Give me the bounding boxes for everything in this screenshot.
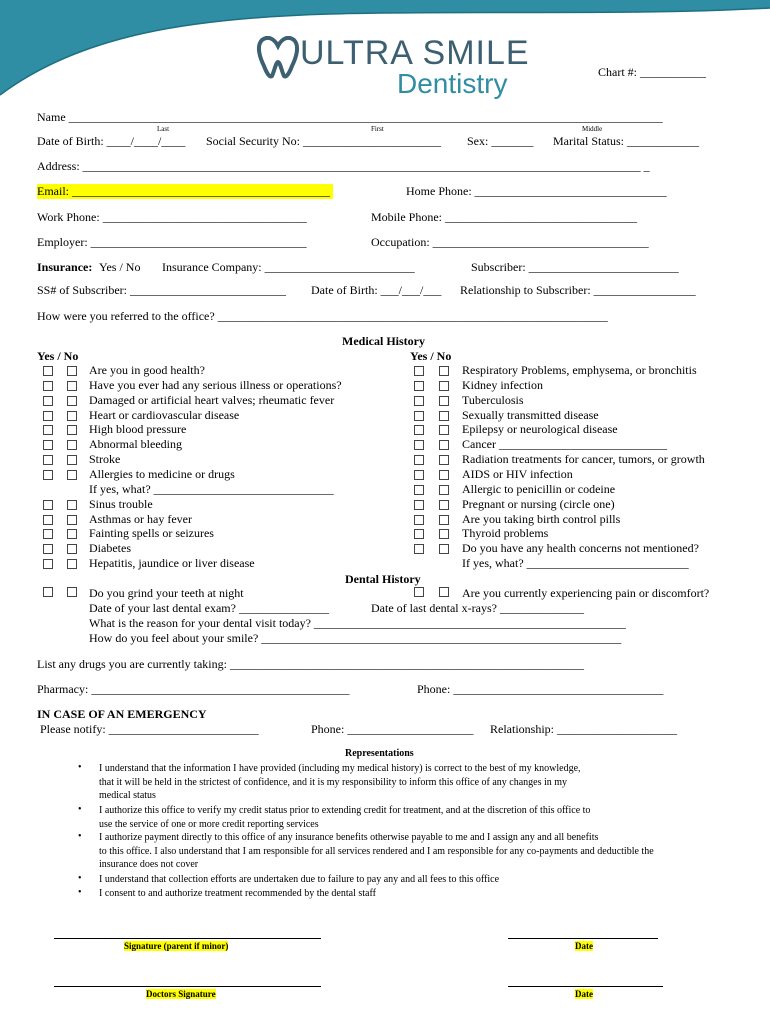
medical-left-yes-checkbox[interactable]	[43, 396, 53, 406]
logo-title: ULTRA SMILE	[300, 34, 530, 72]
medical-right-yes-checkbox[interactable]	[414, 411, 424, 421]
email-field[interactable]: Email: ___________________________________________	[37, 184, 333, 199]
representation-bullet: •	[78, 762, 82, 773]
doctor-signature-label: Doctors Signature	[146, 989, 216, 999]
medical-right-item-label: Epilepsy or neurological disease	[462, 422, 618, 437]
medical-right-item-label: Do you have any health concerns not mentioned?	[462, 541, 699, 556]
medical-right-item-label: Radiation treatments for cancer, tumors, or growth	[462, 452, 705, 467]
first-sublabel: First	[371, 125, 384, 133]
medical-left-yes-checkbox[interactable]	[43, 366, 53, 376]
medical-right-no-checkbox[interactable]	[439, 529, 449, 539]
medical-right-item-label: Respiratory Problems, emphysema, or bronchitis	[462, 363, 697, 377]
last-sublabel: Last	[157, 125, 170, 133]
work-phone-field[interactable]: Work Phone: __________________________________	[37, 210, 307, 224]
medical-left-yes-checkbox[interactable]	[43, 455, 53, 465]
visit-reason-field[interactable]: What is the reason for your dental visit today? ____________________________________________________	[89, 616, 626, 630]
representation-text: I consent to and authorize treatment recommended by the dental staff	[99, 888, 376, 899]
name-field[interactable]: Name ___________________________________________________________________________________________________	[37, 110, 663, 124]
medical-right-no-checkbox[interactable]	[439, 366, 449, 376]
medical-right-no-checkbox[interactable]	[439, 440, 449, 450]
representation-text: medical status	[99, 790, 156, 801]
date2-line[interactable]	[508, 986, 663, 987]
doctor-signature-line[interactable]	[54, 986, 321, 987]
representation-text: I understand that collection efforts are undertaken due to failure to pay any and all fees to this office	[99, 874, 500, 885]
medical-right-yes-checkbox[interactable]	[414, 396, 424, 406]
medical-right-yes-checkbox[interactable]	[414, 515, 424, 525]
grind-question: Do you grind your teeth at night	[89, 586, 244, 600]
middle-sublabel: Middle	[582, 125, 603, 133]
dob-field[interactable]: Date of Birth: ____/____/____	[37, 134, 186, 148]
relationship-subscriber-field[interactable]: Relationship to Subscriber: _________________	[460, 283, 696, 297]
medical-left-no-checkbox[interactable]	[67, 425, 77, 435]
representation-text: I understand that the information I have provided (including my medical history) is correct to the best of my knowledge,	[99, 763, 581, 774]
logo-subtitle: Dentistry	[397, 68, 508, 99]
last-exam-field[interactable]: Date of your last dental exam? _______________	[89, 601, 329, 615]
medical-left-yes-checkbox[interactable]	[43, 440, 53, 450]
yes-no-header-right: Yes / No	[410, 349, 452, 363]
medical-left-no-checkbox[interactable]	[67, 381, 77, 391]
representation-bullet: •	[78, 873, 82, 884]
medical-left-no-checkbox[interactable]	[67, 455, 77, 465]
medical-left-item-label: Sinus trouble	[89, 496, 153, 511]
subscriber-dob-field[interactable]: Date of Birth: ___/___/___	[311, 283, 442, 297]
medical-left-yes-checkbox[interactable]	[43, 470, 53, 480]
medical-left-no-checkbox[interactable]	[67, 440, 77, 450]
pharmacy-field[interactable]: Pharmacy: ___________________________________________	[37, 682, 350, 696]
date2-label: Date	[575, 989, 593, 999]
emergency-notify-field[interactable]: Please notify: _________________________	[40, 722, 259, 736]
medical-right-item-label: Sexually transmitted disease	[462, 407, 599, 422]
medical-history-title: Medical History	[342, 334, 425, 348]
medical-right-yes-checkbox[interactable]	[414, 381, 424, 391]
medical-left-no-checkbox[interactable]	[67, 515, 77, 525]
medical-left-no-checkbox[interactable]	[67, 529, 77, 539]
representation-text: I authorize this office to verify my credit status prior to extending credit for treatment, and at the discretion of this office to	[99, 805, 591, 816]
patient-signature-label: Signature (parent if minor)	[124, 941, 229, 951]
medical-left-item-label: Heart or cardiovascular disease	[89, 407, 240, 422]
insurance-yes-no[interactable]: Yes / No	[99, 260, 141, 274]
medical-left-yes-checkbox[interactable]	[43, 425, 53, 435]
medical-right-yes-checkbox[interactable]	[414, 366, 424, 376]
medical-left-no-checkbox[interactable]	[67, 470, 77, 480]
medical-right-yes-checkbox[interactable]	[414, 455, 424, 465]
pharmacy-phone-field[interactable]: Phone: ___________________________________	[417, 682, 664, 696]
medical-left-yes-checkbox[interactable]	[43, 529, 53, 539]
medical-right-yes-checkbox[interactable]	[414, 470, 424, 480]
emergency-title: IN CASE OF AN EMERGENCY	[37, 707, 207, 721]
pain-no-checkbox[interactable]	[439, 587, 449, 597]
pain-yes-checkbox[interactable]	[414, 587, 424, 597]
drugs-field[interactable]: List any drugs you are currently taking: ___________________________________________________________	[37, 657, 584, 671]
yes-no-header-left: Yes / No	[37, 349, 79, 363]
insurance-label: Insurance:	[37, 260, 93, 274]
medical-right-no-checkbox[interactable]	[439, 425, 449, 435]
medical-left-item-label: Allergies to medicine or drugs	[89, 466, 235, 481]
medical-right-yes-checkbox[interactable]	[414, 440, 424, 450]
representations-title: Representations	[345, 748, 414, 759]
marital-status-field[interactable]: Marital Status: ____________	[553, 134, 699, 148]
smile-feeling-field[interactable]: How do you feel about your smile? ____________________________________________________________	[89, 631, 622, 645]
medical-left-item-label: Fainting spells or seizures	[89, 526, 214, 541]
ssn-field[interactable]: Social Security No: _______________________	[206, 134, 441, 148]
medical-right-yes-checkbox[interactable]	[414, 425, 424, 435]
medical-left-item-label: Damaged or artificial heart valves; rheumatic fever	[89, 392, 335, 407]
medical-right-no-checkbox[interactable]	[439, 500, 449, 510]
medical-left-item-label: If yes, what? ______________________________	[89, 481, 334, 496]
medical-left-no-checkbox[interactable]	[67, 500, 77, 510]
medical-left-yes-checkbox[interactable]	[43, 500, 53, 510]
employer-field[interactable]: Employer: ____________________________________	[37, 235, 307, 249]
medical-right-item-label: Thyroid problems	[462, 526, 549, 541]
medical-right-no-checkbox[interactable]	[439, 544, 449, 554]
medical-left-yes-checkbox[interactable]	[43, 559, 53, 569]
mobile-phone-field[interactable]: Mobile Phone: ________________________________	[371, 210, 637, 224]
medical-left-yes-checkbox[interactable]	[43, 381, 53, 391]
medical-left-no-checkbox[interactable]	[67, 411, 77, 421]
medical-right-yes-checkbox[interactable]	[414, 544, 424, 554]
representation-bullet: •	[78, 804, 82, 815]
date1-label: Date	[575, 941, 593, 951]
insurance-company-field[interactable]: Insurance Company: _________________________	[162, 260, 415, 274]
representation-text: I authorize payment directly to this office of any insurance benefits otherwise payable to me and I assign any and all benefits	[99, 832, 599, 843]
medical-right-item-label: If yes, what? ___________________________	[462, 556, 689, 571]
medical-left-item-label: Hepatitis, jaundice or liver disease	[89, 556, 255, 571]
medical-left-item-label: High blood pressure	[89, 422, 187, 437]
medical-left-no-checkbox[interactable]	[67, 366, 77, 376]
medical-right-item-label: Tuberculosis	[462, 392, 524, 407]
pain-question: Are you currently experiencing pain or discomfort?	[462, 586, 710, 600]
medical-right-yes-checkbox[interactable]	[414, 529, 424, 539]
representation-text: use the service of one or more credit reporting services	[99, 818, 319, 830]
medical-right-no-checkbox[interactable]	[439, 470, 449, 480]
medical-left-yes-checkbox[interactable]	[43, 411, 53, 421]
medical-left-no-checkbox[interactable]	[67, 544, 77, 554]
logo-tooth-icon	[256, 36, 300, 84]
medical-right-item-label: Cancer ____________________________	[462, 437, 667, 452]
medical-right-yes-checkbox[interactable]	[414, 485, 424, 495]
medical-right-no-checkbox[interactable]	[439, 396, 449, 406]
last-xray-field[interactable]: Date of last dental x-rays? ______________	[371, 601, 584, 615]
medical-right-no-checkbox[interactable]	[439, 485, 449, 495]
medical-left-item-label: Asthmas or hay fever	[89, 511, 192, 526]
dental-history-title: Dental History	[345, 572, 421, 586]
home-phone-field[interactable]: Home Phone: ________________________________	[406, 184, 667, 198]
medical-left-item-label: Abnormal bleeding	[89, 437, 182, 452]
referred-field[interactable]: How were you referred to the office? _________________________________________________________________	[37, 309, 608, 323]
medical-right-item-label: Pregnant or nursing (circle one)	[462, 496, 615, 511]
representation-bullet: •	[78, 887, 82, 898]
ss-subscriber-field[interactable]: SS# of Subscriber: __________________________	[37, 283, 286, 297]
medical-right-no-checkbox[interactable]	[439, 411, 449, 421]
medical-right-item-label: Kidney infection	[462, 377, 543, 392]
patient-signature-line[interactable]	[54, 938, 321, 939]
address-field[interactable]: Address: _____________________________________________________________________________________________ _	[37, 159, 650, 173]
medical-left-item-label: Stroke	[89, 452, 121, 467]
sex-field[interactable]: Sex: _______	[467, 134, 534, 148]
medical-right-item-label: Are you taking birth control pills	[462, 511, 621, 526]
medical-right-item-label: AIDS or HIV infection	[462, 466, 573, 481]
medical-left-item-label: Have you ever had any serious illness or operations?	[89, 377, 342, 392]
medical-right-no-checkbox[interactable]	[439, 515, 449, 525]
medical-left-item-label: Diabetes	[89, 541, 131, 556]
medical-right-yes-checkbox[interactable]	[414, 500, 424, 510]
representation-text: insurance does not cover	[99, 859, 199, 870]
subscriber-field[interactable]: Subscriber: _________________________	[471, 260, 679, 274]
grind-yes-checkbox[interactable]	[43, 587, 53, 597]
occupation-field[interactable]: Occupation: ____________________________________	[371, 235, 649, 249]
medical-left-no-checkbox[interactable]	[67, 559, 77, 569]
medical-right-no-checkbox[interactable]	[439, 455, 449, 465]
medical-left-item-label: Are you in good health?	[89, 363, 205, 377]
representation-text: to this office. I also understand that I am responsible for all services rendered and I am responsible for any co-payments and deductible the	[99, 845, 654, 857]
medical-left-yes-checkbox[interactable]	[43, 544, 53, 554]
medical-right-item-label: Allergic to penicillin or codeine	[462, 481, 616, 496]
date1-line[interactable]	[508, 938, 658, 939]
representation-bullet: •	[78, 831, 82, 842]
chart-number-field[interactable]: Chart #: ___________	[598, 65, 706, 79]
representation-text: that it will be held in the strictest of confidence, and it is my responsibility to inform this office of any changes in my	[99, 776, 568, 788]
emergency-relationship-field[interactable]: Relationship: ____________________	[490, 722, 677, 736]
medical-left-no-checkbox[interactable]	[67, 396, 77, 406]
emergency-phone-field[interactable]: Phone: _____________________	[311, 722, 474, 736]
medical-right-no-checkbox[interactable]	[439, 381, 449, 391]
medical-left-yes-checkbox[interactable]	[43, 515, 53, 525]
grind-no-checkbox[interactable]	[67, 587, 77, 597]
